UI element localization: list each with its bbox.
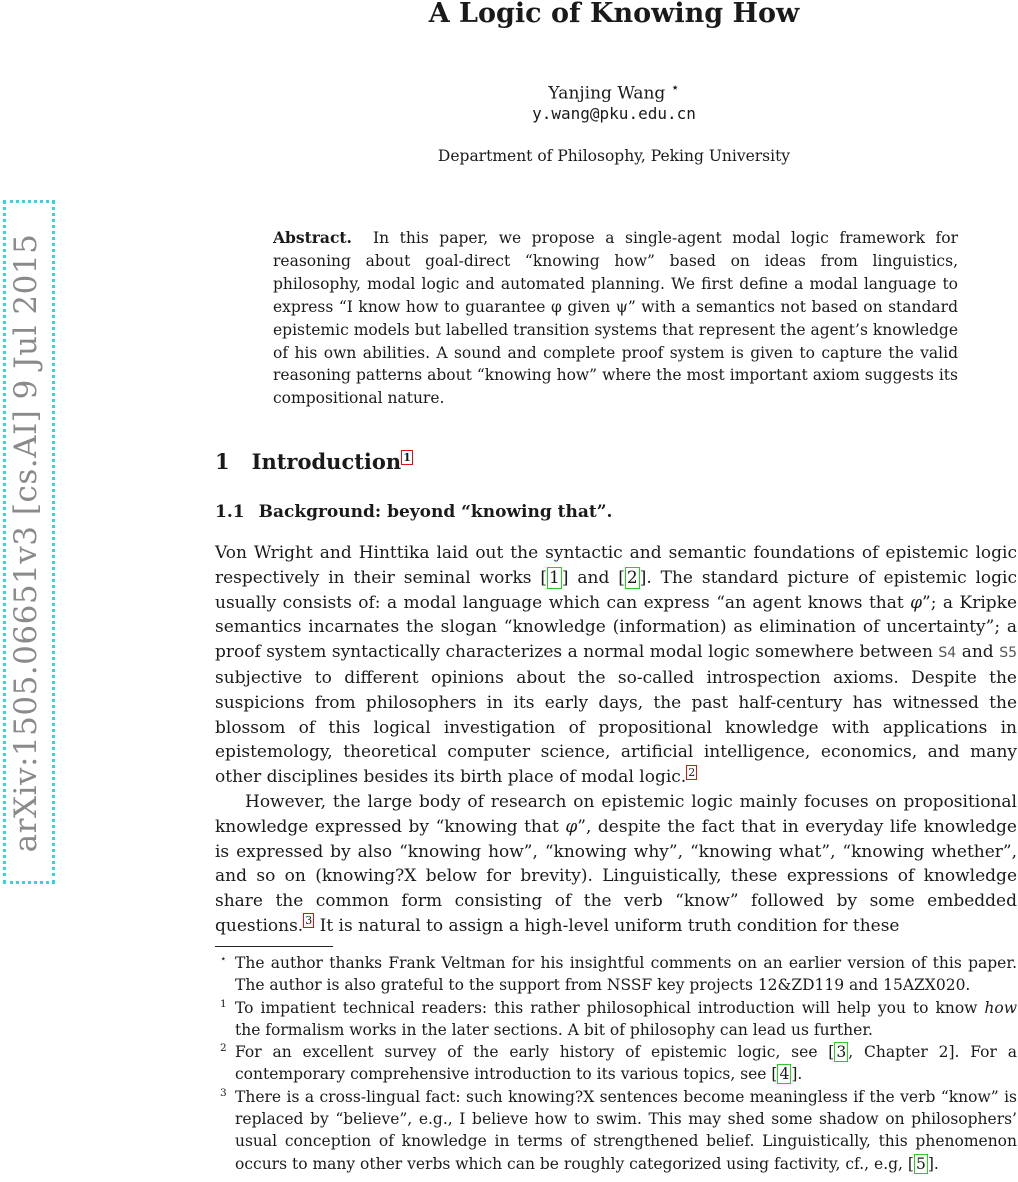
footnote-text: The author thanks Frank Veltman for his insightful comments on an earlier version of this paper. The author is also grateful to the support from NSSF key projects 12&ZD119 and 15AZX020. [235,954,1017,995]
text-run: the formalism works in the later sections. A bit of philosophy can lead us further. [235,1020,873,1039]
text-run: ]. [791,1065,803,1084]
footnote-2 [215,1041,1017,1086]
author-email[interactable]: y.wang@pku.edu.cn [532,104,696,123]
citation-2[interactable]: 2 [626,567,638,588]
text-run: It is natural to assign a high-level uniform truth condition for these [314,915,900,936]
footnote-ref-1[interactable]: 1 [403,451,411,464]
footnote-mark: 1 [220,997,227,1010]
subsection-title: Background: beyond “knowing that”. [258,502,613,522]
citation-3[interactable]: 3 [836,1043,847,1062]
text-run: However, the large body of research on epistemic logic mainly focuses on propositional knowledge expressed by “knowing that [215,791,1017,837]
footnote-mark: 2 [220,1042,227,1055]
abstract-text: In this paper, we propose a single-agent modal logic framework for reasoning about goal-direct “knowing how” based on ideas from linguistics, philosophy, modal logic and automated planning. We first define a modal language to express “I know how to guarantee φ given ψ” with a semantics not based on standard epistemic models but labelled transition systems that represent the agent’s knowledge of his own abilities. A sound and complete proof system is given to capture the valid reasoning patterns about “knowing how” where the most important axiom suggests its compositional nature. [273,229,959,408]
text-run: To impatient technical readers: this rather philosophical introduction will help you to know [235,998,985,1017]
abstract [273,227,958,410]
text-run: ”, despite the fact that in everyday life knowledge is expressed by also “knowing how”, “knowing why”, “knowing what”, “knowing whether”, and so on (knowing?X below for brevity). Linguistically, these expressions of knowledge share the common form consisting of the verb “know” followed by some embedded questions. [215,816,1017,936]
footnote-1 [215,997,1017,1042]
section-number: 1 [215,449,230,474]
text-run: , Chapter 2]. For a contemporary comprehensive introduction to its various topics, see [ [235,1043,1017,1084]
author-footnote-mark: ⋆ [670,80,680,96]
text-run: For an excellent survey of the early history of epistemic logic, see [ [235,1043,835,1062]
footnote-star [215,952,1017,997]
arxiv-stamp: arXiv:1505.06651v3 [cs.AI] 9 Jul 2015 [8,233,44,853]
math-phi: φ [565,816,578,837]
text-run: ”; a Kripke semantics incarnates the slogan “knowledge (information) as elimination of uncertainty”; a proof system syntactically characterizes a normal modal logic somewhere between [215,592,1018,663]
math-s4: S4 [938,645,957,662]
paper-title: A Logic of Knowing How [428,0,800,29]
footnotes [215,952,1017,1175]
footnote-rule [215,946,333,947]
subsection-number: 1.1 [215,502,245,522]
text-run: ] and [ [561,567,625,588]
footnote-mark: 3 [220,1086,227,1099]
text-run: There is a cross-lingual fact: such knowing?X sentences become meaningless if the verb “know” is replaced by “believe”, e.g., I believe how to swim. This may shed some shadow on philosophers’ usual conception of knowledge in terms of strengthened belief. Linguistically, this phenomenon occurs to many other verbs which can be roughly categorized using factivity, cf., e.g, [ [235,1087,1017,1173]
author-name: Yanjing Wang [548,83,666,104]
footnote-ref-3[interactable]: 3 [305,914,313,928]
footnote-ref-2[interactable]: 2 [688,765,696,779]
body-text [215,541,1017,939]
math-phi: φ [910,592,923,613]
section-title: Introduction [251,449,402,474]
affiliation: Department of Philosophy, Peking University [437,147,791,165]
text-run: and [956,642,1000,663]
paragraph-1 [215,541,1017,790]
text-run: Von Wright and Hinttika laid out the syntactic and semantic foundations of epistemic logic respectively in their seminal works [ [215,543,1017,588]
citation-1[interactable]: 1 [549,567,560,588]
paragraph-2 [215,790,1017,939]
emphasis: how [984,998,1017,1017]
math-s5: S5 [999,645,1017,662]
subsection-heading [215,500,612,524]
abstract-label: Abstract. [273,228,352,247]
footnote-3 [215,1086,1017,1175]
text-run: subjective to different opinions about the so-called introspection axioms. Despite the suspicions from philosophers in its early days, the past half-century has witnessed the blossom of this logical investigation of propositional knowledge with applications in epistemology, theoretical computer science, artificial intelligence, economics, and many other disciplines besides its birth place of modal logic. [215,667,1017,788]
citation-5[interactable]: 5 [915,1154,926,1173]
text-run: ]. [927,1154,939,1173]
footnote-mark: ⋆ [220,953,227,965]
citation-4[interactable]: 4 [779,1065,790,1084]
text-run: ]. The standard picture of epistemic logic usually consists of: a modal language which can express “an agent knows that [215,567,1017,613]
section-heading [215,447,413,477]
